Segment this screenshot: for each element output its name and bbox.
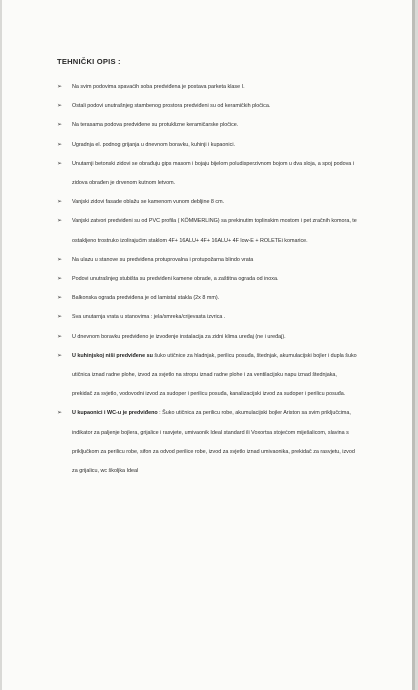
- list-item-text: U dnevnom boravku predviđeno je izvođenje instalacija za zidni klima uređaj (ne i uređaj).: [72, 333, 286, 340]
- arrow-bullet-icon: ➢: [57, 295, 63, 302]
- list-item: [57, 97, 357, 116]
- list-item-text: Na svim podovima spavaćih soba predviđena je postava parketa klase I.: [72, 84, 245, 90]
- list-item-text: Vanjski zidovi fasade oblažu se kamenom vunom debljine 8 cm.: [72, 199, 225, 206]
- arrow-bullet-icon: ➢: [57, 333, 63, 340]
- arrow-bullet-icon: ➢: [57, 218, 63, 225]
- list-item-text: : Šuko utičnica za perilicu robe, akumulacijski bojler Ariston sa svim priključcima, indikator za paljenje bojlera, grijalice i rasvjete, umivaonik Ideal standard ili Voxortsa stojećom miješalicom, slavina s priključkom za perilicu robe, sifon za odvod perilice robe, izvod za svjetlo iznad umivaonika, prekidač za rasvjetu, izvod za grijalicu, wc školjka Ideal: [72, 410, 355, 475]
- document-title: TEHNIČKI OPIS :: [57, 57, 121, 66]
- arrow-bullet-icon: ➢: [57, 256, 63, 263]
- list-item: [57, 193, 357, 212]
- list-item: [57, 212, 357, 250]
- list-item-text: Ugradnja el. podnog grijanja u dnevnom boravku, kuhinji i kupaonici.: [72, 141, 236, 148]
- list-item-text: šuko utičnice za hladnjak, perilicu posuđa, štednjak, akumulacijski bojler i dupla šuko utičnica iznad radne plohe, izvod za svjetlo na stropu iznad radne plohe i za ventilacijsku napu iznad štednjaka, prekidač za svjetlo, vodovodni izvod za sudoper i perilicu posuđa, kanalizacijski izvod za sudoper i perilicu posuđa.: [72, 352, 357, 398]
- list-item: [57, 116, 357, 135]
- arrow-bullet-icon: ➢: [57, 84, 63, 90]
- arrow-bullet-icon: ➢: [57, 410, 63, 417]
- list-item: [57, 328, 357, 347]
- arrow-bullet-icon: ➢: [57, 199, 63, 206]
- list-item: [57, 404, 357, 481]
- list-item-text: Vanjski zatvori predviđeni su od PVC profila ( KÖMMERLING) sa prekinutim toplinskim mostom i pet zračnih komora, te ostakljeno trostruko izolirajućim staklom 4F+ 16ALU+ 4F+ 16ALU+ 4F low-E + ROLETEi komarice.: [72, 218, 357, 244]
- list-item-text: Balkonska ograda predviđena je od lamistal stakla (2x 8 mm).: [72, 295, 220, 302]
- arrow-bullet-icon: ➢: [57, 276, 63, 283]
- list-item-text: Unutarnji betonski zidovi se obrađuju gips masom i bojaju bijelom poludisperzivnom bojom u dva sloja, a spoj podova i zidova obrađen je drvenom kutnom letvom.: [72, 160, 354, 187]
- list-item-heading: U kuhinjskoj niši predviđene su: [72, 352, 153, 359]
- arrow-bullet-icon: ➢: [57, 103, 63, 110]
- list-item: [57, 289, 357, 308]
- list-item: [57, 155, 357, 193]
- arrow-bullet-icon: ➢: [57, 160, 63, 167]
- arrow-bullet-icon: ➢: [57, 314, 63, 321]
- list-item-text: Ostali podovi unutrašnjeg stambenog prostora predviđeni su od keramičkih pločica.: [72, 103, 271, 110]
- page-edge: [412, 0, 415, 690]
- list-item: [57, 270, 357, 289]
- list-item-text: Na ulazu u stanove su predviđena protuprovalna i protupožarna blindo vrata: [72, 256, 254, 263]
- list-item-text: Podovi unutrašnjeg stubišta su predviđeni kamene obrade, a zaštitna ograda od inoxa.: [72, 276, 279, 283]
- specification-list: [57, 78, 357, 481]
- list-item: [57, 251, 357, 270]
- arrow-bullet-icon: ➢: [57, 141, 63, 148]
- list-item-text: Na terasama podova predviđene su protuklizne keramičarske pločice.: [72, 122, 239, 129]
- arrow-bullet-icon: ➢: [57, 122, 63, 129]
- list-item-text: Sva unutarnja vrata u stanovima : jela/smreka/crijevasta izvrica .: [72, 314, 226, 321]
- list-item: [57, 78, 357, 97]
- document-page: [2, 0, 415, 690]
- list-item: [57, 347, 357, 405]
- list-item: [57, 308, 357, 327]
- arrow-bullet-icon: ➢: [57, 352, 63, 359]
- list-item: [57, 136, 357, 155]
- list-item-heading: U kupaonici i WC-u je predviđeno: [72, 410, 158, 417]
